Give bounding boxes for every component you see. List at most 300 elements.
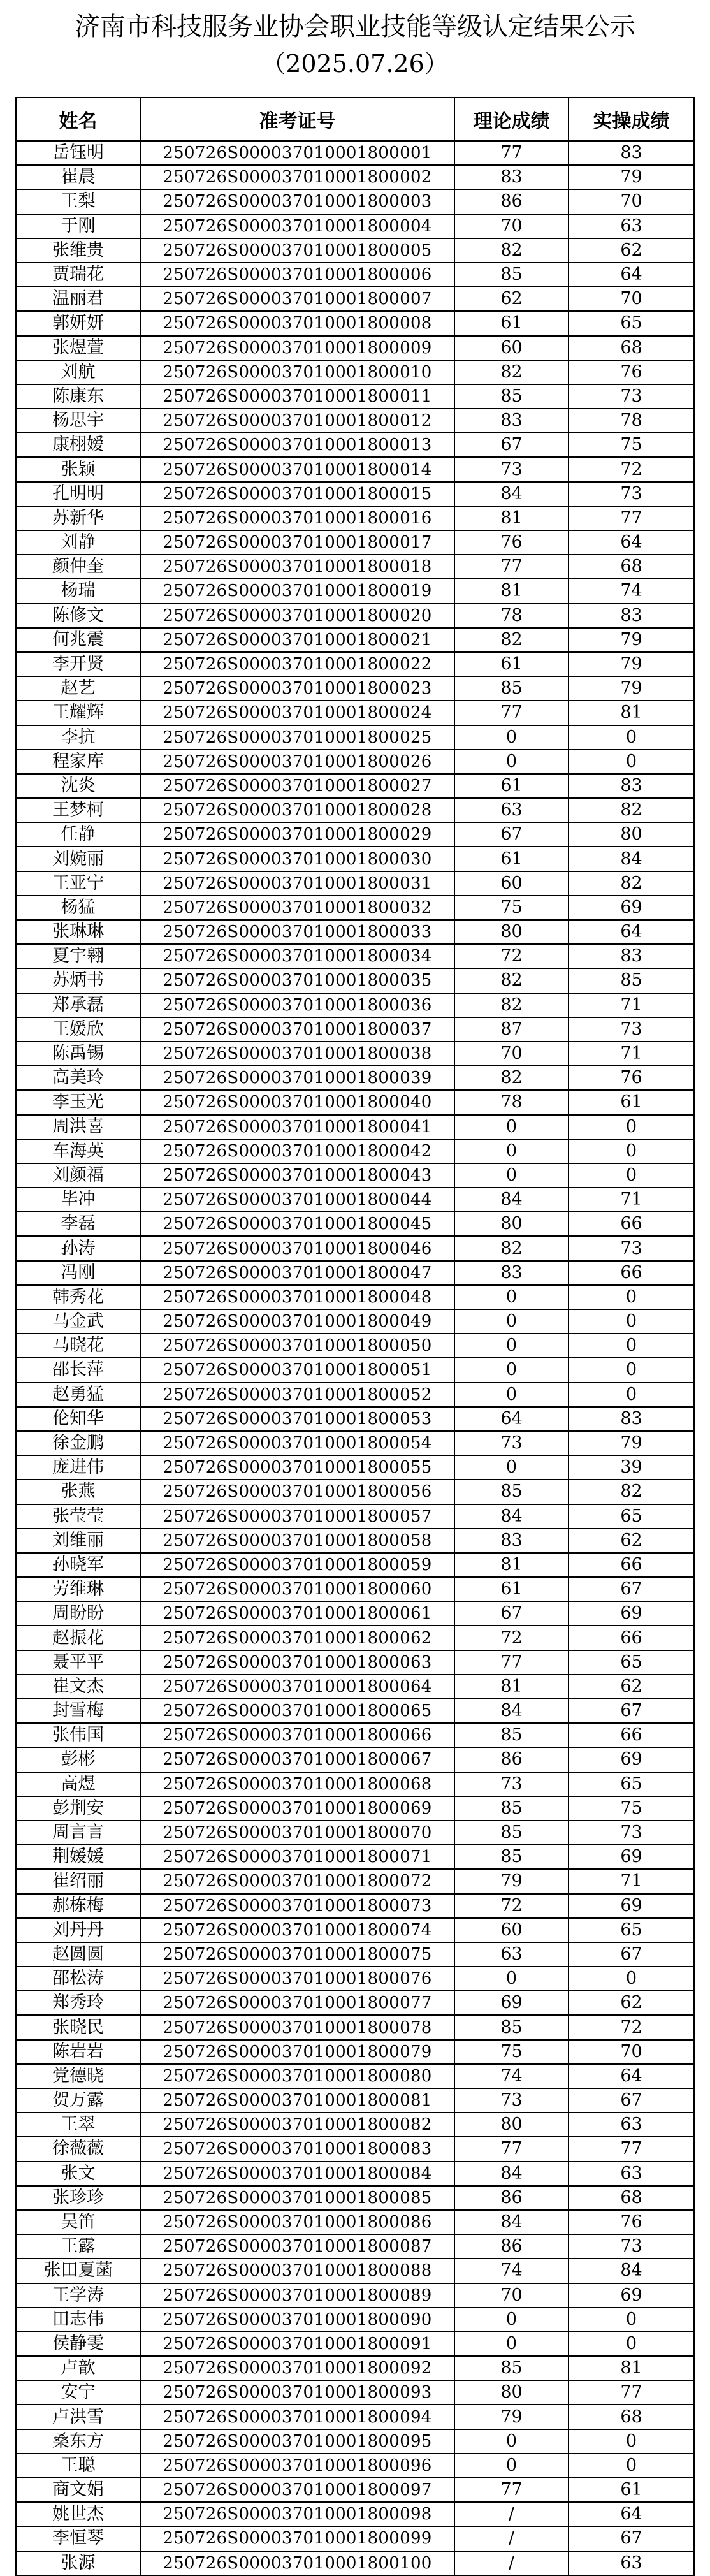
theory-score-cell: 0 [454, 1139, 569, 1163]
table-row [16, 2551, 694, 2575]
name-cell: 郭妍妍 [16, 311, 140, 335]
practical-score-cell: 79 [569, 165, 694, 189]
exam-id-cell: 250726S000037010001800035 [140, 968, 454, 993]
practical-score-cell: 72 [569, 2015, 694, 2039]
table-row [16, 1529, 694, 1553]
table-row [16, 1139, 694, 1163]
practical-score-cell: 65 [569, 1504, 694, 1529]
exam-id-cell: 250726S000037010001800034 [140, 944, 454, 968]
practical-score-cell: 0 [569, 1309, 694, 1334]
name-cell: 崔文杰 [16, 1675, 140, 1699]
practical-score-cell: 70 [569, 2040, 694, 2064]
practical-score-cell: 69 [569, 896, 694, 920]
exam-id-cell: 250726S000037010001800032 [140, 896, 454, 920]
theory-score-cell: 86 [454, 2234, 569, 2259]
exam-id-cell: 250726S000037010001800002 [140, 165, 454, 189]
name-cell: 高美玲 [16, 1066, 140, 1090]
table-row [16, 774, 694, 798]
theory-score-cell: 61 [454, 847, 569, 871]
practical-score-cell: 63 [569, 2162, 694, 2186]
exam-id-cell: 250726S000037010001800037 [140, 1017, 454, 1042]
name-cell: 郑秀玲 [16, 1991, 140, 2015]
name-cell: 张煜萱 [16, 336, 140, 360]
practical-score-cell: 67 [569, 2088, 694, 2113]
theory-score-cell: 0 [454, 1334, 569, 1358]
name-cell: 侯静雯 [16, 2332, 140, 2356]
exam-id-cell: 250726S000037010001800098 [140, 2502, 454, 2526]
exam-id-cell: 250726S000037010001800072 [140, 1869, 454, 1893]
practical-score-cell: 69 [569, 1747, 694, 1772]
exam-id-cell: 250726S000037010001800048 [140, 1285, 454, 1309]
theory-score-cell: 85 [454, 1821, 569, 1845]
exam-id-cell: 250726S000037010001800065 [140, 1699, 454, 1723]
name-cell: 车海英 [16, 1139, 140, 1163]
table-row [16, 287, 694, 311]
table-row [16, 360, 694, 384]
theory-score-cell: 80 [454, 920, 569, 944]
exam-id-cell: 250726S000037010001800005 [140, 238, 454, 263]
table-row [16, 2526, 694, 2551]
theory-score-cell: 83 [454, 409, 569, 433]
exam-id-cell: 250726S000037010001800052 [140, 1383, 454, 1407]
table-row [16, 822, 694, 847]
table-body [16, 141, 694, 2575]
table-row [16, 2234, 694, 2259]
name-cell: 邵松涛 [16, 1967, 140, 1991]
practical-score-cell: 73 [569, 1821, 694, 1845]
practical-score-cell: 73 [569, 482, 694, 506]
theory-score-cell: / [454, 2551, 569, 2575]
name-cell: 王梦柯 [16, 798, 140, 822]
table-row [16, 1383, 694, 1407]
table-row [16, 1090, 694, 1114]
theory-score-cell: 74 [454, 2259, 569, 2283]
name-cell: 王耀辉 [16, 701, 140, 725]
practical-score-cell: 78 [569, 409, 694, 433]
practical-score-cell: 62 [569, 1529, 694, 1553]
table-row [16, 1066, 694, 1090]
practical-score-cell: 67 [569, 1699, 694, 1723]
theory-score-cell: 79 [454, 1869, 569, 1893]
exam-id-cell: 250726S000037010001800011 [140, 384, 454, 409]
table-row [16, 2137, 694, 2161]
table-row [16, 1577, 694, 1601]
exam-id-cell: 250726S000037010001800016 [140, 506, 454, 530]
practical-score-cell: 66 [569, 1261, 694, 1285]
name-cell: 王露 [16, 2234, 140, 2259]
table-row [16, 701, 694, 725]
exam-id-cell: 250726S000037010001800012 [140, 409, 454, 433]
theory-score-cell: 0 [454, 1358, 569, 1382]
table-row [16, 871, 694, 896]
exam-id-cell: 250726S000037010001800063 [140, 1650, 454, 1675]
name-cell: 贾瑞花 [16, 263, 140, 287]
theory-score-cell: 75 [454, 896, 569, 920]
exam-id-cell: 250726S000037010001800007 [140, 287, 454, 311]
practical-score-cell: 39 [569, 1455, 694, 1480]
table-row [16, 2502, 694, 2526]
practical-score-cell: 83 [569, 774, 694, 798]
table-row [16, 1747, 694, 1772]
practical-score-cell: 66 [569, 1553, 694, 1577]
practical-score-cell: 73 [569, 1236, 694, 1260]
theory-score-cell: 0 [454, 1309, 569, 1334]
practical-score-cell: 71 [569, 1188, 694, 1212]
exam-id-cell: 250726S000037010001800097 [140, 2478, 454, 2502]
name-cell: 王亚宁 [16, 871, 140, 896]
table-row [16, 2478, 694, 2502]
theory-score-cell: 67 [454, 1601, 569, 1626]
theory-score-cell: 61 [454, 774, 569, 798]
practical-score-cell: 64 [569, 2502, 694, 2526]
practical-score-cell: 74 [569, 579, 694, 603]
exam-id-cell: 250726S000037010001800088 [140, 2259, 454, 2283]
theory-score-cell: 84 [454, 2210, 569, 2234]
name-cell: 刘丹丹 [16, 1918, 140, 1942]
theory-score-cell: 69 [454, 1991, 569, 2015]
practical-score-cell: 68 [569, 2405, 694, 2429]
table-row [16, 1236, 694, 1260]
practical-score-cell: 79 [569, 628, 694, 652]
exam-id-cell: 250726S000037010001800064 [140, 1675, 454, 1699]
practical-score-cell: 83 [569, 604, 694, 628]
name-cell: 吴笛 [16, 2210, 140, 2234]
theory-score-cell: 0 [454, 2429, 569, 2454]
name-cell: 杨瑞 [16, 579, 140, 603]
theory-score-cell: 76 [454, 530, 569, 555]
theory-score-cell: 0 [454, 1163, 569, 1188]
practical-score-cell: 62 [569, 1675, 694, 1699]
theory-score-cell: 60 [454, 336, 569, 360]
exam-id-cell: 250726S000037010001800045 [140, 1212, 454, 1236]
exam-id-cell: 250726S000037010001800055 [140, 1455, 454, 1480]
theory-score-cell: 80 [454, 1212, 569, 1236]
exam-id-cell: 250726S000037010001800091 [140, 2332, 454, 2356]
exam-id-cell: 250726S000037010001800036 [140, 993, 454, 1017]
name-cell: 封雪梅 [16, 1699, 140, 1723]
name-cell: 张莹莹 [16, 1504, 140, 1529]
table-row [16, 2283, 694, 2308]
name-cell: 任静 [16, 822, 140, 847]
table-row [16, 1358, 694, 1382]
practical-score-cell: 65 [569, 1650, 694, 1675]
table-row [16, 1480, 694, 1504]
table-row [16, 1869, 694, 1893]
name-cell: 李抗 [16, 725, 140, 750]
page-title: 济南市科技服务业协会职业技能等级认定结果公示 [75, 12, 635, 41]
practical-score-cell: 83 [569, 944, 694, 968]
name-cell: 李磊 [16, 1212, 140, 1236]
practical-score-cell: 73 [569, 384, 694, 409]
table-row [16, 993, 694, 1017]
theory-score-cell: 82 [454, 1066, 569, 1090]
theory-score-cell: 73 [454, 457, 569, 481]
theory-score-cell: 0 [454, 2308, 569, 2332]
theory-score-cell: 87 [454, 1017, 569, 1042]
practical-score-cell: 0 [569, 1163, 694, 1188]
exam-id-cell: 250726S000037010001800046 [140, 1236, 454, 1260]
practical-score-cell: 68 [569, 2186, 694, 2210]
name-cell: 王媛欣 [16, 1017, 140, 1042]
exam-id-cell: 250726S000037010001800051 [140, 1358, 454, 1382]
exam-id-cell: 250726S000037010001800073 [140, 1894, 454, 1918]
exam-id-cell: 250726S000037010001800068 [140, 1772, 454, 1796]
exam-id-cell: 250726S000037010001800024 [140, 701, 454, 725]
name-cell: 孙涛 [16, 1236, 140, 1260]
table-row [16, 1115, 694, 1139]
exam-id-cell: 250726S000037010001800025 [140, 725, 454, 750]
table-row [16, 2113, 694, 2137]
name-cell: 张燕 [16, 1480, 140, 1504]
theory-score-cell: 81 [454, 579, 569, 603]
exam-id-cell: 250726S000037010001800096 [140, 2454, 454, 2478]
table-row [16, 604, 694, 628]
exam-id-cell: 250726S000037010001800042 [140, 1139, 454, 1163]
name-cell: 贺万露 [16, 2088, 140, 2113]
theory-score-cell: 73 [454, 2088, 569, 2113]
exam-id-cell: 250726S000037010001800082 [140, 2113, 454, 2137]
practical-score-cell: 0 [569, 1115, 694, 1139]
exam-id-cell: 250726S000037010001800029 [140, 822, 454, 847]
exam-id-cell: 250726S000037010001800006 [140, 263, 454, 287]
name-cell: 马金武 [16, 1309, 140, 1334]
header-theory-score: 理论成绩 [454, 98, 569, 141]
name-cell: 温丽君 [16, 287, 140, 311]
theory-score-cell: 77 [454, 555, 569, 579]
exam-id-cell: 250726S000037010001800044 [140, 1188, 454, 1212]
exam-id-cell: 250726S000037010001800079 [140, 2040, 454, 2064]
table-row [16, 336, 694, 360]
exam-id-cell: 250726S000037010001800077 [140, 1991, 454, 2015]
theory-score-cell: 83 [454, 1529, 569, 1553]
exam-id-cell: 250726S000037010001800015 [140, 482, 454, 506]
practical-score-cell: 61 [569, 2478, 694, 2502]
table-row [16, 2210, 694, 2234]
name-cell: 刘颜福 [16, 1163, 140, 1188]
table-row [16, 1017, 694, 1042]
practical-score-cell: 82 [569, 871, 694, 896]
theory-score-cell: 82 [454, 993, 569, 1017]
name-cell: 党德晓 [16, 2064, 140, 2088]
name-cell: 刘婉丽 [16, 847, 140, 871]
exam-id-cell: 250726S000037010001800020 [140, 604, 454, 628]
table-row [16, 968, 694, 993]
name-cell: 张珍珍 [16, 2186, 140, 2210]
table-row [16, 2088, 694, 2113]
exam-id-cell: 250726S000037010001800043 [140, 1163, 454, 1188]
name-cell: 周洪喜 [16, 1115, 140, 1139]
table-row [16, 920, 694, 944]
theory-score-cell: 77 [454, 2137, 569, 2161]
theory-score-cell: 61 [454, 311, 569, 335]
theory-score-cell: 70 [454, 1042, 569, 1066]
table-row [16, 2040, 694, 2064]
exam-id-cell: 250726S000037010001800022 [140, 652, 454, 676]
exam-id-cell: 250726S000037010001800001 [140, 141, 454, 165]
exam-id-cell: 250726S000037010001800093 [140, 2380, 454, 2405]
practical-score-cell: 69 [569, 1601, 694, 1626]
name-cell: 聂平平 [16, 1650, 140, 1675]
table-header-row [16, 98, 694, 141]
table-row [16, 579, 694, 603]
name-cell: 姚世杰 [16, 2502, 140, 2526]
name-cell: 沈炎 [16, 774, 140, 798]
theory-score-cell: 84 [454, 2162, 569, 2186]
table-row [16, 1309, 694, 1334]
practical-score-cell: 64 [569, 920, 694, 944]
exam-id-cell: 250726S000037010001800039 [140, 1066, 454, 1090]
table-row [16, 2259, 694, 2283]
name-cell: 卢歆 [16, 2356, 140, 2380]
name-cell: 李开贤 [16, 652, 140, 676]
table-row [16, 847, 694, 871]
practical-score-cell: 0 [569, 2454, 694, 2478]
theory-score-cell: 72 [454, 1894, 569, 1918]
exam-id-cell: 250726S000037010001800050 [140, 1334, 454, 1358]
practical-score-cell: 64 [569, 2064, 694, 2088]
practical-score-cell: 75 [569, 433, 694, 457]
table-row [16, 433, 694, 457]
exam-id-cell: 250726S000037010001800018 [140, 555, 454, 579]
table-row [16, 141, 694, 165]
name-cell: 劳维琳 [16, 1577, 140, 1601]
theory-score-cell: 85 [454, 1845, 569, 1869]
exam-id-cell: 250726S000037010001800087 [140, 2234, 454, 2259]
table-row [16, 1042, 694, 1066]
practical-score-cell: 84 [569, 2259, 694, 2283]
table-row [16, 750, 694, 774]
name-cell: 彭荆安 [16, 1796, 140, 1821]
theory-score-cell: 67 [454, 822, 569, 847]
exam-id-cell: 250726S000037010001800054 [140, 1431, 454, 1455]
theory-score-cell: 72 [454, 944, 569, 968]
practical-score-cell: 62 [569, 238, 694, 263]
name-cell: 王翠 [16, 2113, 140, 2137]
theory-score-cell: 81 [454, 506, 569, 530]
practical-score-cell: 69 [569, 2283, 694, 2308]
practical-score-cell: 63 [569, 2113, 694, 2137]
theory-score-cell: 85 [454, 1480, 569, 1504]
exam-id-cell: 250726S000037010001800009 [140, 336, 454, 360]
theory-score-cell: 77 [454, 2478, 569, 2502]
name-cell: 王梨 [16, 189, 140, 214]
practical-score-cell: 63 [569, 214, 694, 238]
exam-id-cell: 250726S000037010001800023 [140, 676, 454, 701]
name-cell: 赵艺 [16, 676, 140, 701]
name-cell: 陈康东 [16, 384, 140, 409]
name-cell: 刘维丽 [16, 1529, 140, 1553]
table-row [16, 1553, 694, 1577]
name-cell: 荆媛媛 [16, 1845, 140, 1869]
theory-score-cell: 73 [454, 1772, 569, 1796]
name-cell: 安宁 [16, 2380, 140, 2405]
table-row [16, 1626, 694, 1650]
table-row [16, 409, 694, 433]
name-cell: 周盼盼 [16, 1601, 140, 1626]
theory-score-cell: 61 [454, 652, 569, 676]
exam-id-cell: 250726S000037010001800047 [140, 1261, 454, 1285]
name-cell: 陈岩岩 [16, 2040, 140, 2064]
table-row [16, 2064, 694, 2088]
name-cell: 张琳琳 [16, 920, 140, 944]
exam-id-cell: 250726S000037010001800021 [140, 628, 454, 652]
theory-score-cell: 77 [454, 701, 569, 725]
exam-id-cell: 250726S000037010001800059 [140, 1553, 454, 1577]
practical-score-cell: 0 [569, 2332, 694, 2356]
practical-score-cell: 80 [569, 822, 694, 847]
name-cell: 康栩嫒 [16, 433, 140, 457]
practical-score-cell: 61 [569, 1090, 694, 1114]
theory-score-cell: 73 [454, 1431, 569, 1455]
table-row [16, 1991, 694, 2015]
name-cell: 于刚 [16, 214, 140, 238]
name-cell: 孔明明 [16, 482, 140, 506]
name-cell: 邵长萍 [16, 1358, 140, 1382]
exam-id-cell: 250726S000037010001800078 [140, 2015, 454, 2039]
theory-score-cell: 86 [454, 1747, 569, 1772]
exam-id-cell: 250726S000037010001800081 [140, 2088, 454, 2113]
theory-score-cell: 0 [454, 1967, 569, 1991]
practical-score-cell: 0 [569, 1967, 694, 1991]
practical-score-cell: 77 [569, 506, 694, 530]
theory-score-cell: 81 [454, 1675, 569, 1699]
exam-id-cell: 250726S000037010001800041 [140, 1115, 454, 1139]
name-cell: 张伟国 [16, 1723, 140, 1747]
table-row [16, 1772, 694, 1796]
table-row [16, 214, 694, 238]
practical-score-cell: 83 [569, 1407, 694, 1431]
exam-id-cell: 250726S000037010001800040 [140, 1090, 454, 1114]
theory-score-cell: 82 [454, 628, 569, 652]
exam-id-cell: 250726S000037010001800090 [140, 2308, 454, 2332]
table-row [16, 676, 694, 701]
practical-score-cell: 64 [569, 530, 694, 555]
name-cell: 杨思宇 [16, 409, 140, 433]
practical-score-cell: 70 [569, 189, 694, 214]
name-cell: 程家库 [16, 750, 140, 774]
table-row [16, 1212, 694, 1236]
results-table [15, 97, 695, 2576]
practical-score-cell: 66 [569, 1626, 694, 1650]
table-row [16, 1650, 694, 1675]
name-cell: 刘航 [16, 360, 140, 384]
table-row [16, 725, 694, 750]
exam-id-cell: 250726S000037010001800074 [140, 1918, 454, 1942]
name-cell: 韩秀花 [16, 1285, 140, 1309]
practical-score-cell: 79 [569, 676, 694, 701]
practical-score-cell: 67 [569, 2526, 694, 2551]
table-row [16, 555, 694, 579]
practical-score-cell: 0 [569, 2429, 694, 2454]
theory-score-cell: 74 [454, 2064, 569, 2088]
table-row [16, 238, 694, 263]
name-cell: 李玉光 [16, 1090, 140, 1114]
table-row [16, 506, 694, 530]
theory-score-cell: 80 [454, 2113, 569, 2137]
name-cell: 赵勇猛 [16, 1383, 140, 1407]
practical-score-cell: 73 [569, 2234, 694, 2259]
name-cell: 杨猛 [16, 896, 140, 920]
table-row [16, 1601, 694, 1626]
table-row [16, 798, 694, 822]
table-row [16, 1675, 694, 1699]
name-cell: 张田夏菡 [16, 2259, 140, 2283]
exam-id-cell: 250726S000037010001800049 [140, 1309, 454, 1334]
practical-score-cell: 84 [569, 847, 694, 871]
exam-id-cell: 250726S000037010001800061 [140, 1601, 454, 1626]
practical-score-cell: 65 [569, 1772, 694, 1796]
exam-id-cell: 250726S000037010001800095 [140, 2429, 454, 2454]
